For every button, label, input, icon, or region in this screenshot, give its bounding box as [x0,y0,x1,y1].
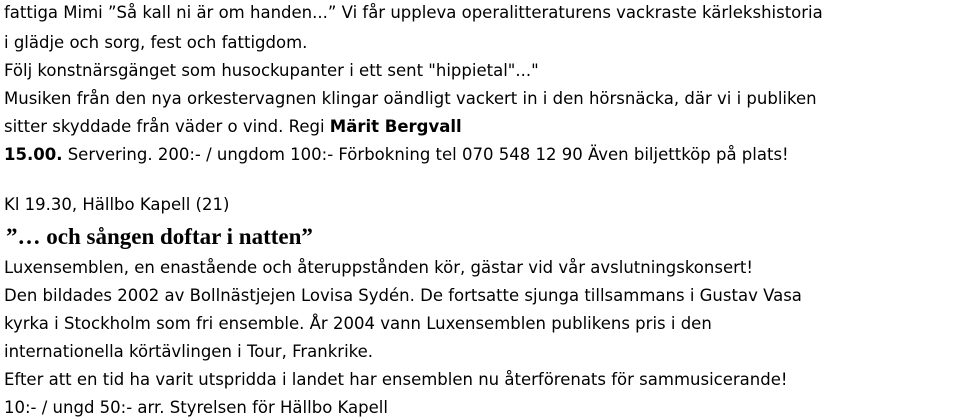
price-arranger-line: 10:- / ungd 50:- arr. Styrelsen för Hällbo Kapell [4,398,388,417]
text-line: kyrka i Stockholm som fri ensemble. År 2004 vann Luxensemblen publikens pris i den [4,314,712,333]
event-time: 15.00. [4,145,63,164]
text-line: Efter att en tid ha varit utspridda i landet har ensemblen nu återförenats för sammusicerande! [4,370,788,389]
event-title: ”… och sången doftar i natten” [6,224,313,249]
text-line: i glädje och sorg, fest och fattigdom. [4,33,308,52]
text-line: Luxensemblen, en enastående och återuppstånden kör, gästar vid vår avslutningskonsert! [4,258,753,277]
director-line [4,115,462,139]
event-time-place: Kl 19.30, Hällbo Kapell (21) [4,195,230,214]
text-line: Följ konstnärsgänget som husockupanter i ett sent "hippietal"..." [4,61,539,80]
text-line: Den bildades 2002 av Bollnästjejen Lovisa Sydén. De fortsatte sjunga tillsammans i Gustav Vasa [4,286,802,305]
text-line: internationella körtävlingen i Tour, Frankrike. [4,342,374,361]
director-label: sitter skyddade från väder o vind. Regi [4,117,330,136]
price-line [4,143,789,167]
text-line: fattiga Mimi ”Så kall ni är om handen...” Vi får uppleva operalitteraturens vackraste kärlekshistoria [4,3,823,22]
price-info: Servering. 200:- / ungdom 100:- Förbokning tel 070 548 12 90 Även biljettköp på plats! [62,145,789,164]
text-line: Musiken från den nya orkestervagnen klingar oändligt vackert in i den hörsnäcka, där vi i publiken [4,89,817,108]
director-name: Märit Bergvall [329,117,462,136]
